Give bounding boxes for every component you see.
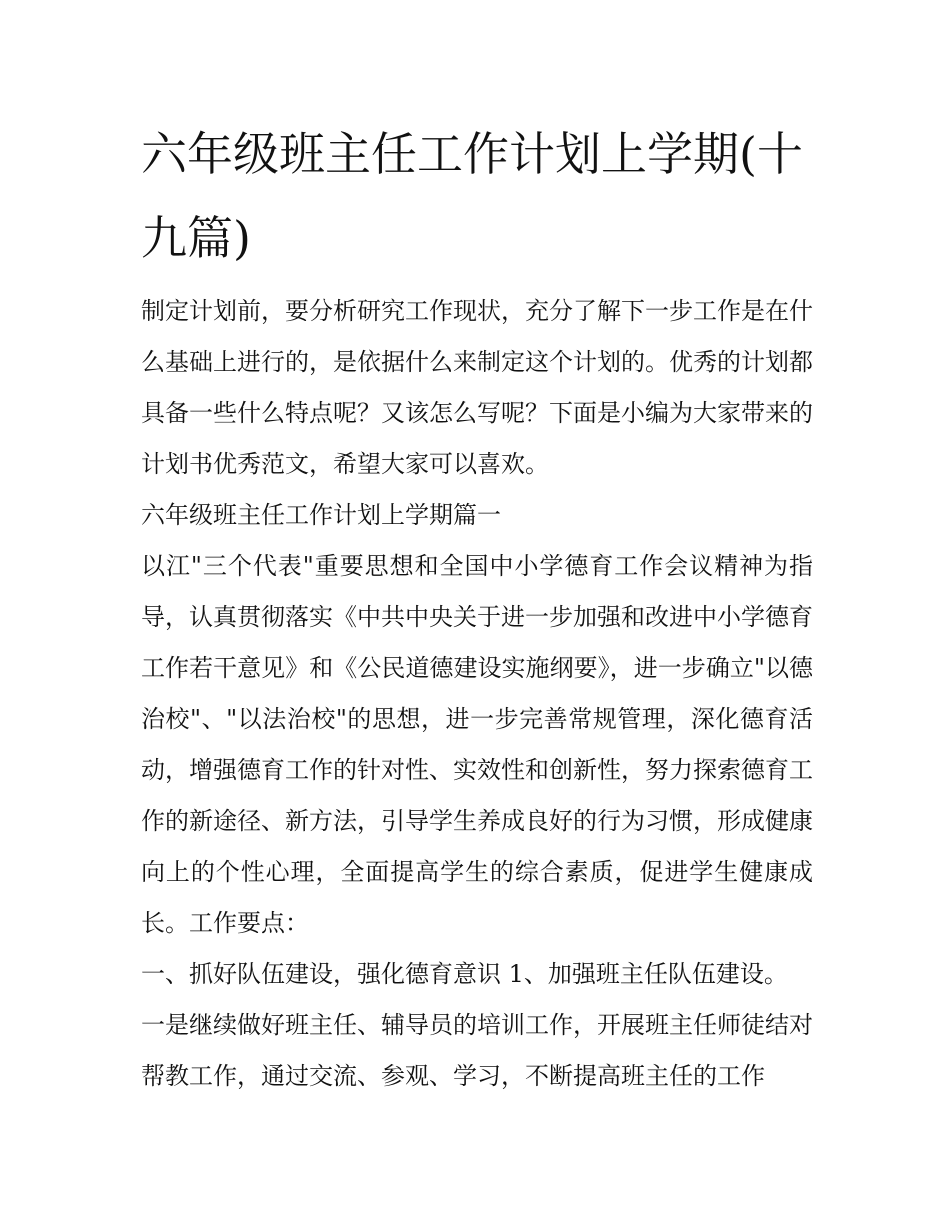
document-body	[141, 112, 813, 1102]
training-paragraph: 一是继续做好班主任、辅导员的培训工作，开展班主任师徒结对帮教工作，通过交流、参观、学习，不断提高班主任的工作	[141, 1011, 813, 1090]
document-title: 六年级班主任工作计划上学期(十九篇)	[141, 127, 803, 265]
section-heading: 六年级班主任工作计划上学期篇一	[141, 501, 501, 529]
intro-paragraph: 制定计划前，要分析研究工作现状，充分了解下一步工作是在什么基础上进行的，是依据什么来制定这个计划的。优秀的计划都具备一些什么特点呢？又该怎么写呢？下面是小编为大家带来的计划书优秀范文，希望大家可以喜欢。	[141, 297, 813, 478]
point-one-paragraph: 一、抓好队伍建设，强化德育意识 1、加强班主任队伍建设。	[141, 960, 788, 988]
guiding-principle-paragraph: 以江"三个代表"重要思想和全国中小学德育工作会议精神为指导，认真贯彻落实《中共中央关于进一步加强和改进中小学德育工作若干意见》和《公民道德建设实施纲要》，进一步确立"以德治校"、"以法治校"的思想，进一步完善常规管理，深化德育活动，增强德育工作的针对性、实效性和创新性，努力探索德育工作的新途径、新方法，引导学生养成良好的行为习惯，形成健康向上的个性心理，全面提高学生的综合素质，促进学生健康成长。工作要点：	[141, 552, 813, 937]
